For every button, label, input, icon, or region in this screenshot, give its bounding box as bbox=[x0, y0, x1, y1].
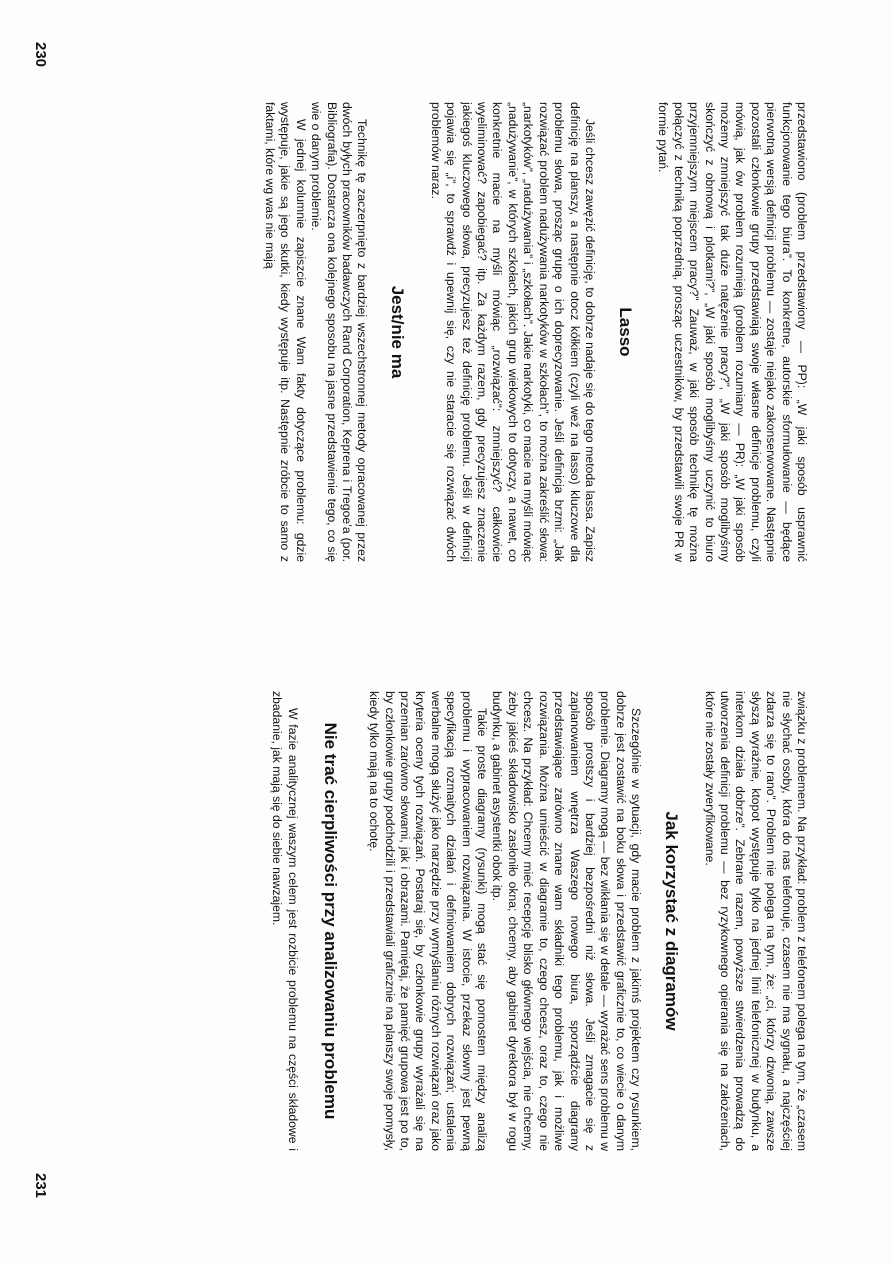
heading-diagramy: Jak korzystać z diagramów bbox=[662, 811, 682, 1031]
right-paragraph-intro: związku z problemem. Na przykład: problem z telefonem polega na tym, że „czasem nie słychać osoby, która do nas telefonuje, czasem nie ma sygnału, a najczęściej zdarza się to rano”. Problem nie polega na tym, że: „ci, którzy dzwonią, zawsze słyszą wyraźnie, ktopot występuje tylko na jednej linii telefonicznej w budynku, a interkom działa dobrze”. Zebrane razem, powyższe stwierdzenia prowadzą do utworzenia definicji problemu — bez ryzykownego opierania się na założeniach, które nie zostały zweryfikowane. bbox=[702, 691, 809, 1151]
left-paragraph-lasso: Jeśli chcesz zawęzić definicję, to dobrze nadaje się do tego metoda lassa. Zapisz definicję na planszy, a następnie otocz kółkiem (czyli weź na lasso) kluczowe dla problemu słowa, prosząc grupę o ich doprecyzowanie. Jeśli definicja brzmi: „Jak rozwiązać problem nadużywania narkotyków w szkołach”, to można zakreślić słowa: „narkotyków”, „nadużywania” i „szkołach”. Jakie narkotyki, co macie na myśli mówiąc „nadużywanie”, w których szkołach, jakich grup wiekowych to dotyczy, a nawet, co konkretnie macie na myśli mówiąc „rozwiązać”: zmniejszyć? całkowicie wyeliminować? zapobiegać? itp. Za każdym razem, gdy precyzujesz znaczenie jakiegoś kluczowego słowa, precyzujesz też definicję problemu. Jeśli w definicji pojawia się „i”, to sprawdź i upewnij się, czy nie staracie się rozwiązać dwóch problemów naraz. bbox=[428, 102, 597, 562]
heading-jest-nie-ma: Jest/nie ma bbox=[388, 285, 408, 379]
right-page bbox=[0, 631, 893, 1262]
right-paragraph-diagramy-1: Szczególnie w sytuacji, gdy macie problem z jakimś projektem czy rysunkiem, dobrze jest zostawić na boku słowa i przedstawić graficznie to, co wiecie o danym problemie. Diagramy mogą — bez wikłania się w detale — wyrażać sens problemu w sposób prostszy i bardziej bezpośredni niż słowa. Jeśli zmagacie się z zaplanowaniem wnętrza Waszego nowego biura, sporządźcie diagramy przedstawiające zarówno znane wam składniki tego problemu, jak i możliwe rozwiązania. Można umieścić w diagramie to, czego chcesz, oraz to, czego nie chcesz. Na przykład: Chcemy mieć recepcję blisko głównego wejścia, nie chcemy, żeby jakieś składowisko zasłoniło okna; chcemy, aby gabinet dyrektora był w rogu budynku, a gabinet asystentki obok itp. bbox=[490, 691, 644, 1151]
left-page-column bbox=[49, 102, 809, 562]
left-paragraph-jest-2: W jednej kolumnie zapiszcie znane Wam fakty dotyczące problemu: gdzie występuje, jakie są jego skutki, kiedy występuje itp. Następnie zróbcie to samo z faktami, które wg was nie mają bbox=[263, 102, 308, 562]
right-paragraph-diagramy-2: Takie proste diagramy (rysunki) mogą stać się pomostem między analizą problemu i wypracowaniem rozwiązania. W istocie, przekaz słowny jest pewną specyfikacją rozmaitych działań i definiowaniem dobrych rozwiązań; ustalenia werbalne mogą służyć jako narzędzie przy wymyślaniu różnych rozwiązań oraz jako kryteria oceny tych rozwiązań. Postaraj się, by członkowie grupy wyrażali się na przemian zarówno słowami, jak i obrazami. Pamiętaj, że pamięć grupowa jest po to, by członkowie grupy podchodzili i przedstawiali graficznie na planszy swoje pomysły, kiedy tylko mają na to ochotę. bbox=[367, 691, 490, 1151]
right-paragraph-cierpliwosc: W fazie analitycznej waszym celem jest rozbicie problemu na części składowe i zbadanie, jak mają się do siebie nawzajem. bbox=[270, 691, 300, 1151]
left-paragraph-jest-1: Technikę tę zaczerpnięto z bardziej wszechstronnej metody opracowanej przez dwóch byłych pracowników badawczych Rand Corporation, Keprena i Tregoe’a (por. Bibliografia). Dostarcza ona kolejnego sposobu na jasne przedstawienie tego, co się wie o danym problemie. bbox=[309, 102, 370, 562]
left-page bbox=[0, 0, 893, 631]
left-paragraph-intro: przedstawiono (problem przedstawiony — PP): „W jaki sposób usprawnić funkcjonowanie tego biura”. To konkretne, autorskie sformułowanie — będące pierwotną wersją definicji problemu — zostaje niejako zakonserwowane. Następnie pozostali członkowie grupy przedstawiają swoje własne definicje problemu, czyli mówią, jak ów problem rozumieją (problem rozumiany — PR): „W jaki sposób możemy zmniejszyć tak duże natężenie pracy?”, „W jaki sposób moglibyśmy skończyć z obmową i plotkami?”, „W jaki sposób moglibyśmy uczynić to biuro przyjemniejszym miejscem pracy?” Zauważ, w jaki sposób technikę tę można połączyć z techniką poprzednią, prosząc uczestników, by przedstawili swoje PR w formie pytań. bbox=[656, 102, 809, 562]
page-number-left: 230 bbox=[32, 42, 49, 68]
heading-lasso: Lasso bbox=[615, 307, 635, 357]
page-number-right: 231 bbox=[32, 1173, 49, 1199]
heading-cierpliwosc: Nie trać cierpliwości przy analizowaniu problemu bbox=[320, 722, 340, 1120]
right-page-column bbox=[49, 691, 809, 1151]
